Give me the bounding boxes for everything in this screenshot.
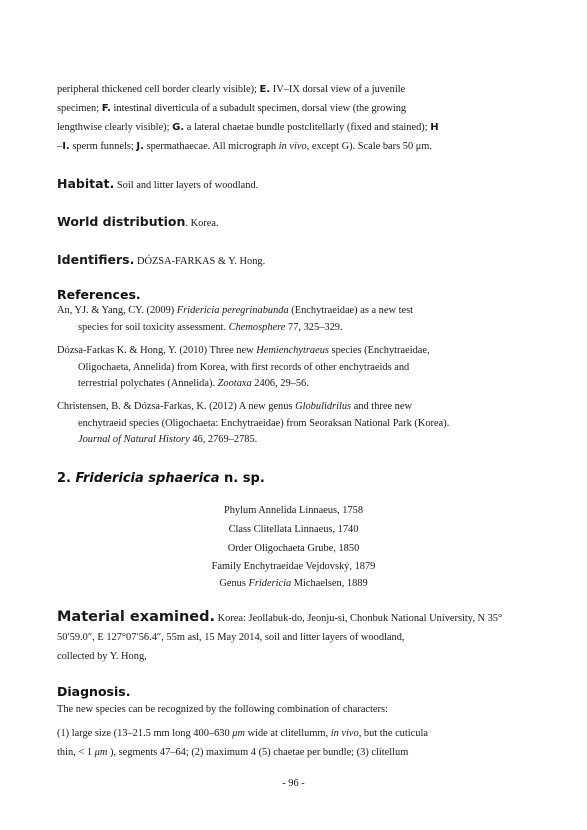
caption-text: intestinal diverticula of a subadult specimen, dorsal view (the growing <box>110 103 407 114</box>
caption-label-j: J. <box>136 141 144 152</box>
genus-prefix: Genus <box>219 578 249 589</box>
caption-label-e: E. <box>259 84 271 95</box>
caption-label-g: G. <box>172 122 185 133</box>
habitat-heading: Habitat. <box>57 176 115 191</box>
reference-italic: Zootaxa <box>217 378 252 389</box>
reference-text: An, YJ. & Yang, CY. (2009) <box>57 305 177 316</box>
caption-text: sperm funnels; <box>69 141 137 152</box>
species-name: Fridericia sphaerica <box>75 471 220 486</box>
identifiers-heading: Identifiers. <box>57 252 135 267</box>
caption-text: IV–IX dorsal view of a juvenile <box>270 84 406 95</box>
reference-item <box>57 303 531 336</box>
material-text: collected by Y. Hong, <box>57 651 147 662</box>
reference-item <box>57 399 531 449</box>
diagnosis-italic: in vivo <box>330 728 359 739</box>
diagnosis-span: ), segments 47–64; (2) maximum 4 (5) chaetae per bundle; (3) clitellum <box>107 747 409 758</box>
diagnosis-span: wide at clitellumm, <box>245 728 331 739</box>
species-heading <box>57 471 265 486</box>
caption-text: – <box>57 141 63 152</box>
genus-suffix: Michaelsen, 1889 <box>291 578 368 589</box>
habitat-text: Soil and litter layers of woodland. <box>114 180 259 191</box>
diagnosis-span: thin, < 1 <box>57 747 95 758</box>
reference-text: Christensen, B. & Dózsa-Farkas, K. (2012) A new genus <box>57 401 296 412</box>
reference-italic: Journal of Natural History <box>78 434 190 445</box>
diagnosis-intro: The new species can be recognized by the following combination of characters: <box>57 704 388 715</box>
diagnosis-heading: Diagnosis. <box>57 684 131 699</box>
diagnosis-span: (1) large size (13–21.5 mm long 400–630 <box>57 728 233 739</box>
taxonomy-genus <box>0 578 587 589</box>
caption-text: spermathaecae. All micrograph <box>143 141 279 152</box>
distribution-section <box>57 212 531 233</box>
reference-text: Dózsa-Farkas K. & Hong, Y. (2010) Three new <box>57 345 257 356</box>
reference-text: 2406, 29–56. <box>251 378 309 389</box>
reference-italic: Globulidrilus <box>295 401 352 412</box>
reference-text: terrestrial polychates (Annelida). <box>78 378 218 389</box>
reference-italic: Chemosphere <box>228 321 286 333</box>
caption-label-f: F. <box>101 103 111 114</box>
caption-text: lengthwise clearly visible); <box>57 122 173 133</box>
distribution-text: . Korea. <box>185 218 219 229</box>
reference-item <box>57 343 531 393</box>
material-text: Korea: Jeollabuk-do, Jeonju-si, Chonbuk National University, N 35° <box>215 613 503 624</box>
caption-text: peripheral thickened cell border clearly visible); <box>57 84 260 95</box>
reference-text: enchytraeid species (Oligochaeta: Enchytraeidae) from Seoraksan National Park (Korea). <box>78 417 450 429</box>
figure-caption <box>57 80 531 156</box>
taxonomy-phylum: Phylum Annelida Linnaeus, 1758 <box>223 505 364 516</box>
material-section <box>57 608 531 666</box>
caption-text: specimen; <box>57 103 102 114</box>
diagnosis-text <box>57 724 531 762</box>
caption-text: a lateral chaetae bundle postclitellarly (fixed and stained); <box>184 122 431 133</box>
species-suffix: n. sp. <box>219 471 265 486</box>
identifiers-section <box>57 250 531 271</box>
page-number: - 96 - <box>282 778 305 789</box>
taxonomy-class: Class Clitellata Linnaeus, 1740 <box>228 524 359 535</box>
reference-text: and three new <box>351 401 412 412</box>
species-number: 2. <box>57 471 76 486</box>
reference-italic: Fridericia peregrinabunda <box>176 305 289 316</box>
references-heading: References. <box>57 287 141 302</box>
caption-label-h: H <box>430 122 439 133</box>
reference-text: (Enchytraeidae) as a new test <box>288 305 414 316</box>
identifiers-text: DÓZSA-FARKAS & Y. Hong. <box>134 256 266 267</box>
habitat-section <box>57 174 531 195</box>
distribution-heading: World distribution <box>57 214 186 229</box>
reference-text: species for soil toxicity assessment. <box>78 321 229 333</box>
taxonomy-family: Family Enchytraeidae Vejdovský, 1879 <box>211 561 376 572</box>
caption-italic: in vivo <box>278 141 307 152</box>
genus-name: Fridericia <box>248 578 292 589</box>
reference-italic: Hemienchytraeus <box>256 345 329 356</box>
caption-text: , except G). Scale bars 50 μm. <box>306 141 432 152</box>
reference-text: Oligochaeta, Annelida) from Korea, with first records of other enchytraeids and <box>78 361 410 373</box>
diagnosis-unit: μm <box>94 747 108 758</box>
reference-text: species (Enchytraeidae, <box>328 345 430 356</box>
diagnosis-unit: μm <box>232 728 245 739</box>
caption-label-i: I. <box>62 141 70 152</box>
reference-text: 46, 2769–2785. <box>189 434 258 445</box>
reference-text: 77, 325–329. <box>285 321 343 333</box>
material-text: 50′59.0″, E 127°07′56.4″, 55m asl, 15 May 2014, soil and litter layers of woodland, <box>57 632 405 643</box>
taxonomy-order: Order Oligochaeta Grube, 1850 <box>227 543 360 554</box>
diagnosis-span: , but the cuticula <box>358 728 428 739</box>
material-heading: Material examined. <box>57 609 215 625</box>
